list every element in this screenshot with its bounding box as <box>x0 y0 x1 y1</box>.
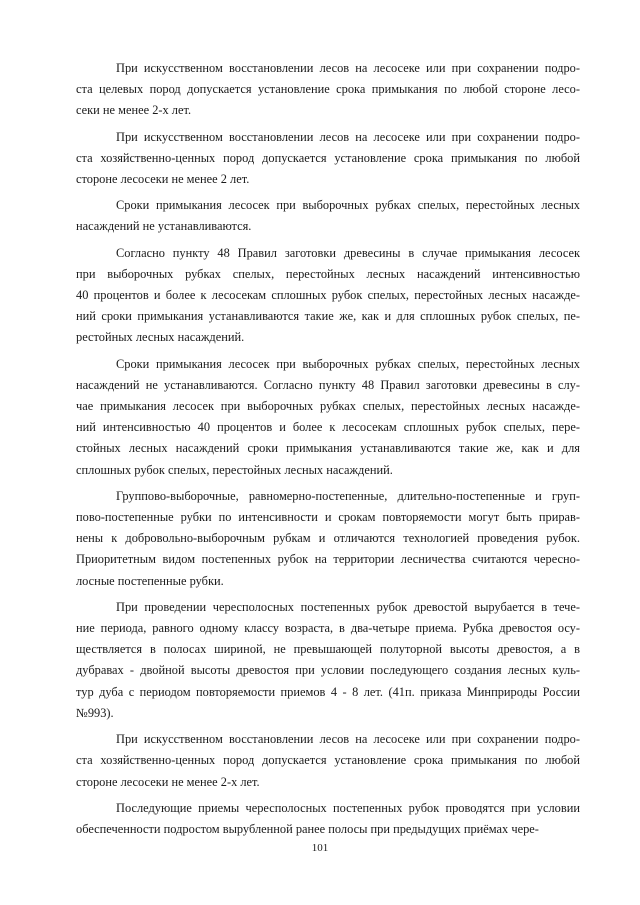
text-line: Приоритетным видом постепенных рубок на территории лесничества считаются чересно- <box>76 552 580 567</box>
text-line: Последующие приемы чересполосных постепенных рубок проводятся при условии <box>116 800 580 815</box>
text-line: стороне лесосеки не менее 2 лет. <box>76 172 250 187</box>
text-line: стороне лесосеки не менее 2-х лет. <box>76 774 260 789</box>
text-line: ста хозяйственно-ценных пород допускается установление срока примыкания по любой <box>76 150 580 165</box>
text-line: Сроки примыкания лесосек при выборочных рубках спелых, перестойных лесных <box>116 198 580 213</box>
text-line: чае примыкания лесосек при выборочных рубках спелых, перестойных лесных насажде- <box>76 399 580 414</box>
text-line: при выборочных рубках спелых, перестойных лесных насаждений интенсивностью <box>76 266 580 281</box>
paragraph <box>76 58 580 122</box>
paragraph <box>76 243 580 349</box>
text-line: ществляется в полосах шириной, не превышающей полуторной высоты древостоя, а в <box>76 642 580 657</box>
text-line: стойных лесных насаждений сроки примыкания устанавливаются такие же, как и для <box>76 441 580 456</box>
text-line: При искусственном восстановлении лесов на лесосеке или при сохранении подро- <box>116 129 580 144</box>
text-line: ста хозяйственно-ценных пород допускается установление срока примыкания по любой <box>76 753 580 768</box>
paragraph <box>76 486 580 592</box>
text-line: обеспеченности подростом вырубленной ранее полосы при предыдущих приёмах чере- <box>76 821 539 836</box>
text-line: ний интенсивностью 40 процентов и более к лесосекам сплошных рубок спелых, пере- <box>76 420 580 435</box>
text-line: нены к добровольно-выборочным рубкам и отличаются технологией проведения рубок. <box>76 531 580 546</box>
paragraph <box>76 195 580 237</box>
page-number: 101 <box>311 842 329 854</box>
text-line: пово-постепенные рубки по интенсивности и срокам повторяемости могут быть прирав- <box>76 510 580 525</box>
paragraph <box>76 798 580 840</box>
text-line: лосные постепенные рубки. <box>76 573 224 588</box>
paragraph <box>76 729 580 793</box>
text-line: насаждений не устанавливаются. Согласно пункту 48 Правил заготовки древесины в слу- <box>76 377 580 392</box>
paragraph <box>76 354 580 481</box>
text-line: насаждений не устанавливаются. <box>76 219 252 234</box>
text-line: №993). <box>76 705 114 720</box>
text-line: 40 процентов и более к лесосекам сплошных рубок спелых, перестойных лесных насажде- <box>76 288 580 303</box>
text-line: Группово-выборочные, равномерно-постепенные, длительно-постепенные и груп- <box>116 488 580 503</box>
text-line: ста целевых пород допускается установление срока примыкания по любой стороне лесо- <box>76 82 580 97</box>
text-line: При искусственном восстановлении лесов на лесосеке или при сохранении подро- <box>116 732 580 747</box>
text-line: сплошных рубок спелых, перестойных лесных насаждений. <box>76 462 393 477</box>
document-body <box>76 58 580 845</box>
text-line: ние периода, равного одному классу возраста, в два-четыре приема. Рубка древостоя осу- <box>76 621 580 636</box>
paragraph <box>76 597 580 724</box>
paragraph <box>76 127 580 191</box>
text-line: ний сроки примыкания устанавливаются такие же, как и для сплошных рубок спелых, пе- <box>76 309 580 324</box>
text-line: При проведении чересполосных постепенных рубок древостой вырубается в тече- <box>116 599 580 614</box>
text-line: рестойных лесных насаждений. <box>76 330 245 345</box>
text-line: тур дуба с периодом повторяемости приемов 4 - 8 лет. (41п. приказа Минприроды России <box>76 684 580 699</box>
text-line: секи не менее 2-х лет. <box>76 103 192 118</box>
text-line: Согласно пункту 48 Правил заготовки древесины в случае примыкания лесосек <box>116 245 580 260</box>
text-line: При искусственном восстановлении лесов на лесосеке или при сохранении подро- <box>116 61 580 75</box>
text-line: дубравах - двойной высоты древостоя при условии последующего создания лесных куль- <box>76 663 580 678</box>
text-line: Сроки примыкания лесосек при выборочных рубках спелых, перестойных лесных <box>116 356 580 371</box>
